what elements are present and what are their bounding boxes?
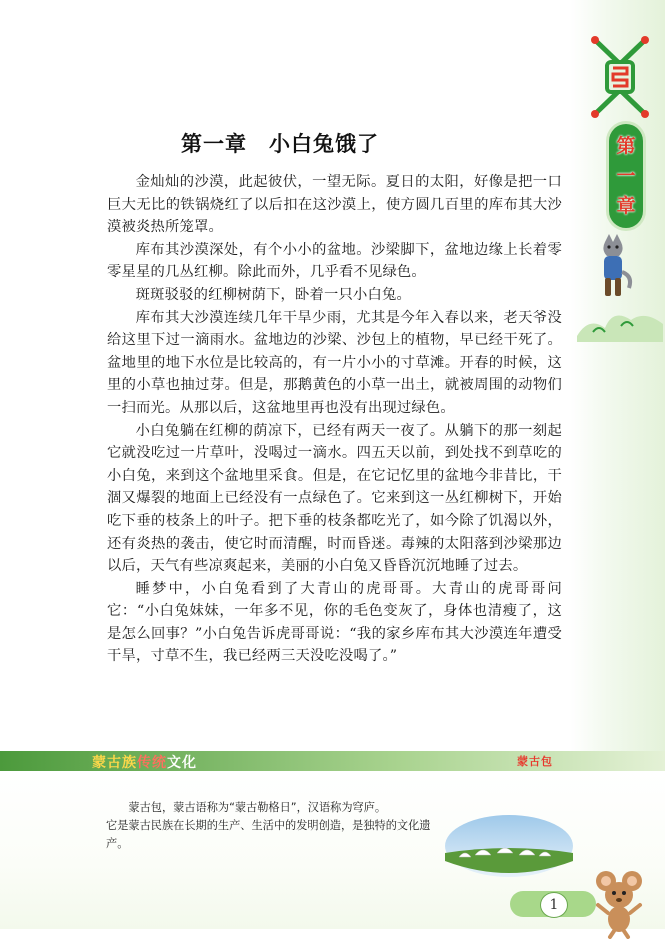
paragraph: 金灿灿的沙漠，此起彼伏，一望无际。夏日的太阳，好像是把一口巨大无比的铁锅烧红了以后扣在这沙漠上，使方圆几百里的库布其大沙漠被炎热所笼罩。 xyxy=(107,174,562,236)
chapter-tab-char: 一 xyxy=(616,165,636,187)
yurt-photo xyxy=(445,815,573,877)
culture-box xyxy=(0,751,665,929)
paragraph: 睡梦中，小白兔看到了大青山的虎哥哥。大青山的虎哥哥问它：“小白兔妹妹，一年多不见，你的毛色变灰了，身体也清瘦了，这是怎么回事？”小白兔告诉虎哥哥说：“我的家乡库布其大沙漠连年遭受干旱，寸草不生，我已经两三天没吃没喝了。” xyxy=(107,580,562,665)
cloud-swirl-decoration-icon xyxy=(575,302,665,350)
culture-text-line: 它是蒙古民族在长期的生产、生活中的发明创造，是独特的文化遗产。 xyxy=(106,819,431,850)
culture-box-body xyxy=(0,771,665,929)
chapter-tab-char: 章 xyxy=(616,195,636,217)
culture-box-text xyxy=(106,799,451,853)
culture-box-title: 蒙古族传统文化 xyxy=(92,755,197,771)
chapter-body xyxy=(107,171,562,668)
chapter-title: 第一章 小白兔饿了 xyxy=(181,132,379,156)
chapter-tab xyxy=(609,124,643,228)
culture-box-label: 蒙古包 xyxy=(517,755,553,768)
paragraph: 斑斑驳驳的红柳树荫下，卧着一只小白兔。 xyxy=(135,286,412,303)
paragraph: 库布其大沙漠连续几年干旱少雨，尤其是今年入春以来，老天爷没给这里下过一滴雨水。盆地边的沙梁、沙包上的植物，早已经干死了。盆地里的地下水位是比较高的，有一片小小的寸草滩。开春的时候，这里的小草也抽过芽。但是，那鹅黄色的小草一出土，就被周围的动物们一扫而光。从那以后，这盆地里再也没有出现过绿色。 xyxy=(107,309,562,416)
paragraph: 小白兔躺在红柳的荫凉下，已经有两天一夜了。从躺下的那一刻起它就没吃过一片草叶，没喝过一滴水。四五天以前，到处找不到草吃的小白兔，来到这个盆地里采食。但是，在它记忆里的盆地今非昔比，干涸又爆裂的地面上已经没有一点绿色了。它来到这一丛红柳树下，开始吃下垂的枝条上的叶子。把下垂的枝条都吃光了，如今除了饥渴以外，还有炎热的袭击，使它时而清醒，时而昏迷。毒辣的太阳落到沙梁那边以后，天气有些凉爽起来，美丽的小白兔又昏昏沉沉地睡了过去。 xyxy=(107,422,562,575)
chapter-tab-char: 第 xyxy=(616,135,636,157)
paragraph: 库布其沙漠深处，有个小小的盆地。沙梁脚下，盆地边缘上长着零零星星的几丛红柳。除此而外，几乎看不见绿色。 xyxy=(107,241,562,281)
culture-text-line: 蒙古包，蒙古语称为“蒙古勒格日”，汉语称为穹庐。 xyxy=(128,801,387,814)
culture-header-bar xyxy=(0,751,665,771)
mongolian-knot-ornament-icon xyxy=(587,34,653,120)
wolf-character-icon xyxy=(591,232,635,302)
page-number: 1 xyxy=(540,892,568,918)
